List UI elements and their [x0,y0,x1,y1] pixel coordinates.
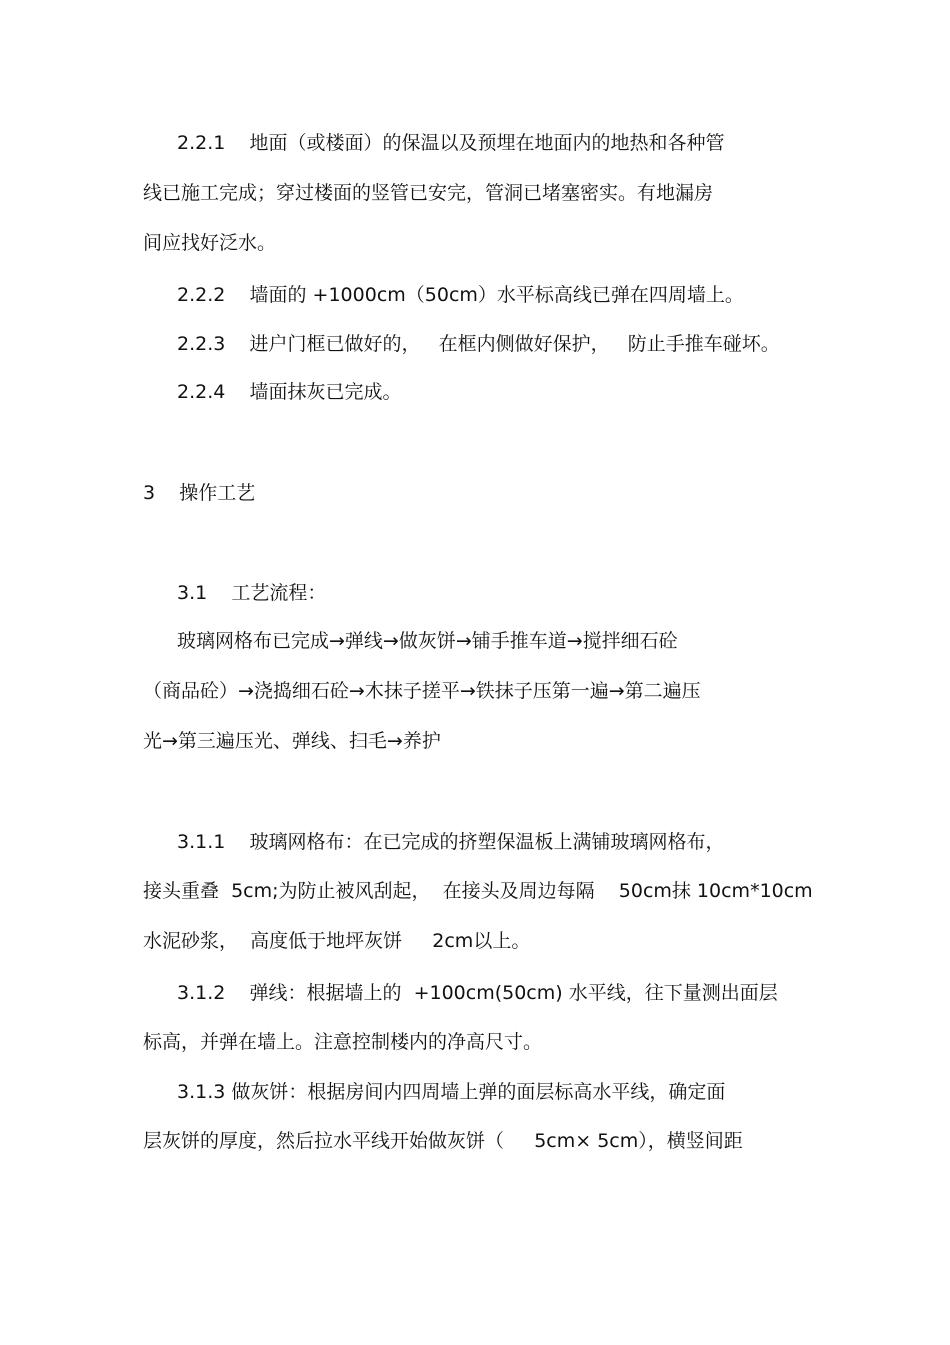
text-line: 层灰饼的厚度，然后拉水平线开始做灰饼（ 5cm× 5cm），横竖间距 [143,1130,743,1152]
subsection-heading-3-1: 3.1 工艺流程： [177,582,327,604]
text-line-2-2-3: 2.2.3 进户门框已做好的， 在框内侧做好保护， 防止手推车碰坏。 [177,333,780,355]
text-line: 水泥砂浆， 高度低于地坪灰饼 2cm以上。 [143,930,531,952]
text-line: 间应找好泛水。 [143,232,277,254]
text-line-2-2-4: 2.2.4 墙面抹灰已完成。 [177,381,402,403]
text-line-3-1-3: 3.1.3 做灰饼：根据房间内四周墙上弹的面层标高水平线，确定面 [177,1081,726,1103]
text-line-3-1-1: 3.1.1 玻璃网格布：在已完成的挤塑保温板上满铺玻璃网格布， [177,831,725,853]
text-line: 线已施工完成；穿过楼面的竖管已安完，管洞已堵塞密实。有地漏房 [143,182,714,204]
text-line-2-2-1: 2.2.1 地面（或楼面）的保温以及预埋在地面内的地热和各种管 [177,132,725,154]
process-flow-line: 玻璃网格布已完成→弹线→做灰饼→铺手推车道→搅拌细石砼 [177,630,678,652]
process-flow-line: 光→第三遍压光、弹线、扫毛→养护 [143,730,441,752]
text-line: 标高，并弹在墙上。注意控制楼内的净高尺寸。 [143,1031,543,1053]
text-line: 接头重叠 5cm;为防止被风刮起， 在接头及周边每隔 50cm抹 10cm*10cm [143,880,813,902]
process-flow-line: （商品砼）→浇捣细石砼→木抹子搓平→铁抹子压第一遍→第二遍压 [143,680,701,702]
text-line-2-2-2: 2.2.2 墙面的 +1000cm（50cm）水平标高线已弹在四周墙上。 [177,284,744,306]
section-heading-3: 3 操作工艺 [143,482,256,504]
text-line-3-1-2: 3.1.2 弹线：根据墙上的 +100cm(50cm) 水平线，往下量测出面层 [177,982,778,1004]
